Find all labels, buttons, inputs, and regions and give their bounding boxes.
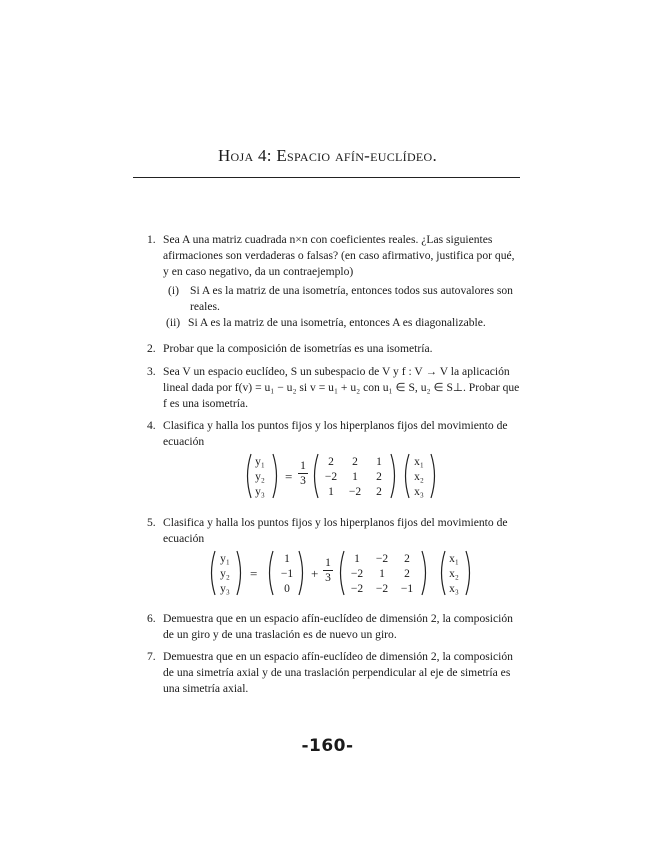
matrix-entry: 2 <box>328 456 334 468</box>
subitem-text: Si A es la matriz de una isometría, entonces A es diagonalizable. <box>188 316 486 329</box>
matrix-entry: 2 <box>352 456 358 468</box>
problem-number: 1. <box>147 233 156 246</box>
matrix-entry: 1 <box>352 471 358 483</box>
fraction-denominator: 3 <box>325 572 331 584</box>
rhs-entry: x₃ <box>414 486 424 498</box>
fraction-bar <box>323 570 333 571</box>
matrix-entry: 2 <box>376 471 382 483</box>
problem-1 <box>147 232 520 280</box>
lhs-entry: y₂ <box>255 471 265 483</box>
lhs-entry: y₁ <box>255 456 265 468</box>
matrix-entry: −2 <box>375 553 389 565</box>
matrix-entry: −2 <box>350 583 364 595</box>
subitem-i <box>168 283 513 315</box>
subitem-number: (i) <box>168 284 179 297</box>
rhs-entry: x₂ <box>449 568 459 580</box>
fraction-numerator: 1 <box>300 460 306 472</box>
problem-number: 6. <box>147 612 156 625</box>
lhs-entry: y₃ <box>220 583 230 595</box>
matrix-entry: −2 <box>350 568 364 580</box>
title-rule <box>133 177 520 178</box>
subitem-ii <box>166 315 511 331</box>
matrix-entry: −2 <box>375 583 389 595</box>
problem-number: 4. <box>147 419 156 432</box>
lhs-entry: y₂ <box>220 568 230 580</box>
problem-number: 2. <box>147 342 156 355</box>
right-paren <box>429 453 439 499</box>
page-title: Hoja 4: Espacio afín-euclídeo. <box>217 146 438 165</box>
rhs-entry: x₁ <box>449 553 459 565</box>
problem-6 <box>147 611 520 643</box>
problem-text: Clasifica y halla los puntos fijos y los hiperplanos fijos del movimiento de ecuación <box>163 516 508 545</box>
right-paren <box>235 550 245 596</box>
rhs-entry: x₂ <box>414 471 424 483</box>
matrix-entry: 2 <box>376 486 382 498</box>
fraction <box>323 557 333 584</box>
equals-sign: = <box>250 566 258 581</box>
problem-5 <box>147 515 520 547</box>
problem-number: 3. <box>147 365 156 378</box>
problem-text: Clasifica y halla los puntos fijos y los hiperplanos fijos del movimiento de ecuación <box>163 419 508 448</box>
fraction-denominator: 3 <box>300 475 306 487</box>
matrix-entry: 1 <box>379 568 385 580</box>
problem-text: Sea V un espacio euclídeo, S un subespacio de V y f : V → V la aplicación lineal dada por f(v) = u₁ − u₂ si v = u₁ + u₂ con u₁ ∈ S, u₂ ∈ S⊥. Probar que f es una isometría. <box>163 365 520 410</box>
lhs-entry: y₃ <box>255 486 265 498</box>
matrix-entry: −1 <box>400 583 414 595</box>
problem-7 <box>147 649 520 697</box>
matrix-entry: 1 <box>354 553 360 565</box>
matrix-entry: 1 <box>328 486 334 498</box>
vector-entry: −1 <box>280 568 294 580</box>
problem-text: Demuestra que en un espacio afín-euclídeo de dimensión 2, la composición de una simetría axial y de una traslación perpendicular al eje de simetría es una simetría axial. <box>163 650 513 695</box>
matrix-entry: 2 <box>404 553 410 565</box>
rhs-entry: x₁ <box>414 456 424 468</box>
subitem-text: Si A es la matriz de una isometría, entonces todos sus autovalores son reales. <box>190 284 513 313</box>
plus-sign: + <box>311 566 319 581</box>
vector-entry: 1 <box>284 553 290 565</box>
problem-4 <box>147 418 520 450</box>
lhs-entry: y₁ <box>220 553 230 565</box>
problem-3 <box>147 364 520 412</box>
right-paren <box>297 550 307 596</box>
page-number: -160- <box>301 736 354 756</box>
right-paren <box>464 550 474 596</box>
subitem-number: (ii) <box>166 316 181 329</box>
problem-number: 5. <box>147 516 156 529</box>
right-paren <box>389 453 399 499</box>
rhs-entry: x₃ <box>449 583 459 595</box>
fraction-numerator: 1 <box>325 557 331 569</box>
equals-sign: = <box>285 469 293 484</box>
problem-number: 7. <box>147 650 156 663</box>
matrix-entry: −2 <box>324 471 338 483</box>
problem-2 <box>147 341 520 357</box>
matrix-entry: −2 <box>348 486 362 498</box>
problem-text: Sea A una matriz cuadrada n×n con coeficientes reales. ¿Las siguientes afirmaciones son verdaderas o falsas? (en caso afirmativo, justifica por qué, y en caso negativo, da un contraejemplo) <box>163 233 515 278</box>
matrix-entry: 1 <box>376 456 382 468</box>
fraction <box>298 460 308 487</box>
fraction-bar <box>298 473 308 474</box>
right-paren <box>420 550 430 596</box>
problem-text: Demuestra que en un espacio afín-euclídeo de dimensión 2, la composición de un giro y de una traslación es de nuevo un giro. <box>163 612 513 641</box>
problem-text: Probar que la composición de isometrías es una isometría. <box>163 342 433 355</box>
right-paren <box>271 453 281 499</box>
matrix-entry: 2 <box>404 568 410 580</box>
vector-entry: 0 <box>284 583 290 595</box>
